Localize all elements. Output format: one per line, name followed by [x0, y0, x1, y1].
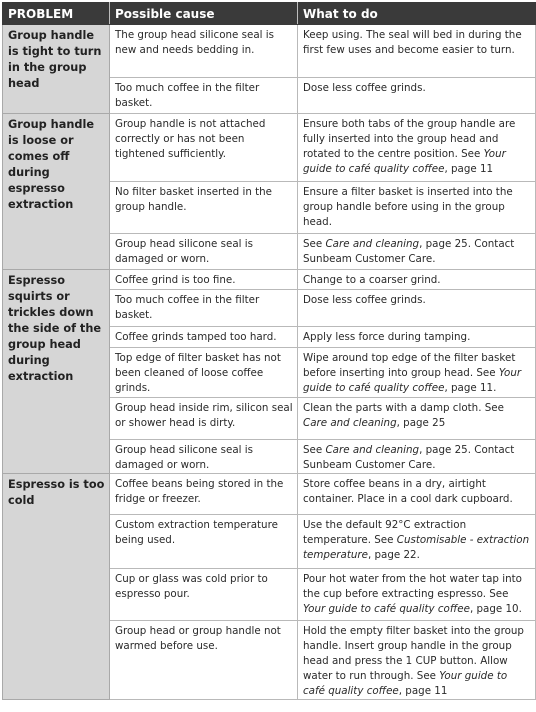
remedy-cell: [298, 515, 536, 569]
remedy-text: Hold the empty filter basket into the group handle. Insert group handle in the group head and press the 1 CUP button. Allow water to run through. See: [303, 625, 524, 682]
table-row: [3, 270, 536, 290]
remedy-cell: [298, 621, 536, 700]
table-body: [3, 25, 536, 700]
remedy-cell: [298, 78, 536, 114]
table-header: [3, 3, 536, 25]
manual-reference: Your guide to café quality coffee: [303, 367, 522, 394]
remedy-cell: [298, 474, 536, 515]
manual-reference: Care and cleaning: [303, 417, 397, 429]
table-row: [3, 25, 536, 78]
troubleshooting-table: [2, 2, 536, 700]
remedy-text: Use the default 92°C extraction temperature. See: [303, 519, 467, 546]
remedy-cell: [298, 290, 536, 327]
remedy-cell: [298, 440, 536, 474]
header-row: [3, 3, 536, 25]
cause-cell: Group head silicone seal is damaged or worn.: [110, 440, 298, 474]
remedy-cell: [298, 114, 536, 182]
problem-cell: Group handle is loose or comes off during espresso extraction: [3, 114, 110, 270]
manual-reference: Your guide to café quality coffee: [303, 670, 508, 697]
table-row: [3, 474, 536, 515]
remedy-text: , page 10.: [469, 603, 522, 615]
remedy-text: See: [303, 238, 326, 250]
remedy-text: Wipe around top edge of the filter basket before inserting into group head. See: [303, 352, 516, 379]
remedy-cell: [298, 398, 536, 440]
remedy-cell: [298, 25, 536, 78]
manual-reference: Your guide to café quality coffee: [303, 148, 506, 175]
remedy-text: Clean the parts with a damp cloth. See: [303, 402, 504, 414]
cause-cell: The group head silicone seal is new and needs bedding in.: [110, 25, 298, 78]
remedy-cell: [298, 327, 536, 348]
remedy-text: , page 25. Contact Sunbeam Customer Care.: [303, 238, 515, 265]
remedy-cell: [298, 234, 536, 270]
remedy-text: See: [303, 444, 326, 456]
remedy-text: , page 25. Contact Sunbeam Customer Care.: [303, 444, 515, 471]
remedy-text: Store coffee beans in a dry, airtight container. Place in a cool dark cupboard.: [303, 478, 513, 505]
cause-cell: Coffee grinds tamped too hard.: [110, 327, 298, 348]
remedy-cell: [298, 270, 536, 290]
cause-cell: Too much coffee in the filter basket.: [110, 78, 298, 114]
remedy-text: Apply less force during tamping.: [303, 331, 471, 343]
remedy-text: Pour hot water from the hot water tap into the cup before extracting espresso. See: [303, 573, 522, 600]
remedy-text: , page 22.: [367, 549, 420, 561]
problem-header: PROBLEM: [3, 3, 110, 25]
cause-cell: Too much coffee in the filter basket.: [110, 290, 298, 327]
manual-reference: Your guide to café quality coffee: [303, 603, 470, 615]
cause-cell: Custom extraction temperature being used.: [110, 515, 298, 569]
remedy-text: , page 25: [396, 417, 446, 429]
problem-cell: Group handle is tight to turn in the group head: [3, 25, 110, 114]
remedy-text: Dose less coffee grinds.: [303, 294, 426, 306]
remedy-text: Keep using. The seal will bed in during the first few uses and become easier to turn.: [303, 29, 522, 56]
cause-cell: Group head inside rim, silicon seal or shower head is dirty.: [110, 398, 298, 440]
cause-cell: Coffee beans being stored in the fridge or freezer.: [110, 474, 298, 515]
remedy-text: , page 11: [444, 163, 494, 175]
remedy-text: Dose less coffee grinds.: [303, 82, 426, 94]
remedy-text: Ensure both tabs of the group handle are fully inserted into the group head and rotated to the centre position. See: [303, 118, 516, 160]
problem-cell: Espresso is too cold: [3, 474, 110, 700]
manual-reference: Care and cleaning: [325, 444, 420, 456]
cause-cell: Group head silicone seal is damaged or worn.: [110, 234, 298, 270]
remedy-text: , page 11.: [444, 382, 497, 394]
cause-cell: Group handle is not attached correctly or has not been tightened sufficiently.: [110, 114, 298, 182]
cause-cell: Cup or glass was cold prior to espresso pour.: [110, 569, 298, 621]
remedy-text: Ensure a filter basket is inserted into the group handle before using in the group head.: [303, 186, 513, 228]
manual-reference: Care and cleaning: [325, 238, 420, 250]
remedy-cell: [298, 348, 536, 398]
manual-reference: Customisable - extraction temperature: [303, 534, 530, 561]
remedy-cell: [298, 182, 536, 234]
table-row: [3, 114, 536, 182]
cause-cell: Group head or group handle not warmed before use.: [110, 621, 298, 700]
cause-cell: Top edge of filter basket has not been cleaned of loose coffee grinds.: [110, 348, 298, 398]
cause-cell: No filter basket inserted in the group handle.: [110, 182, 298, 234]
problem-cell: Espresso squirts or trickles down the side of the group head during extraction: [3, 270, 110, 474]
todo-header: What to do: [298, 3, 536, 25]
remedy-text: , page 11: [398, 685, 448, 697]
remedy-text: Change to a coarser grind.: [303, 274, 441, 286]
remedy-cell: [298, 569, 536, 621]
cause-cell: Coffee grind is too fine.: [110, 270, 298, 290]
cause-header: Possible cause: [110, 3, 298, 25]
